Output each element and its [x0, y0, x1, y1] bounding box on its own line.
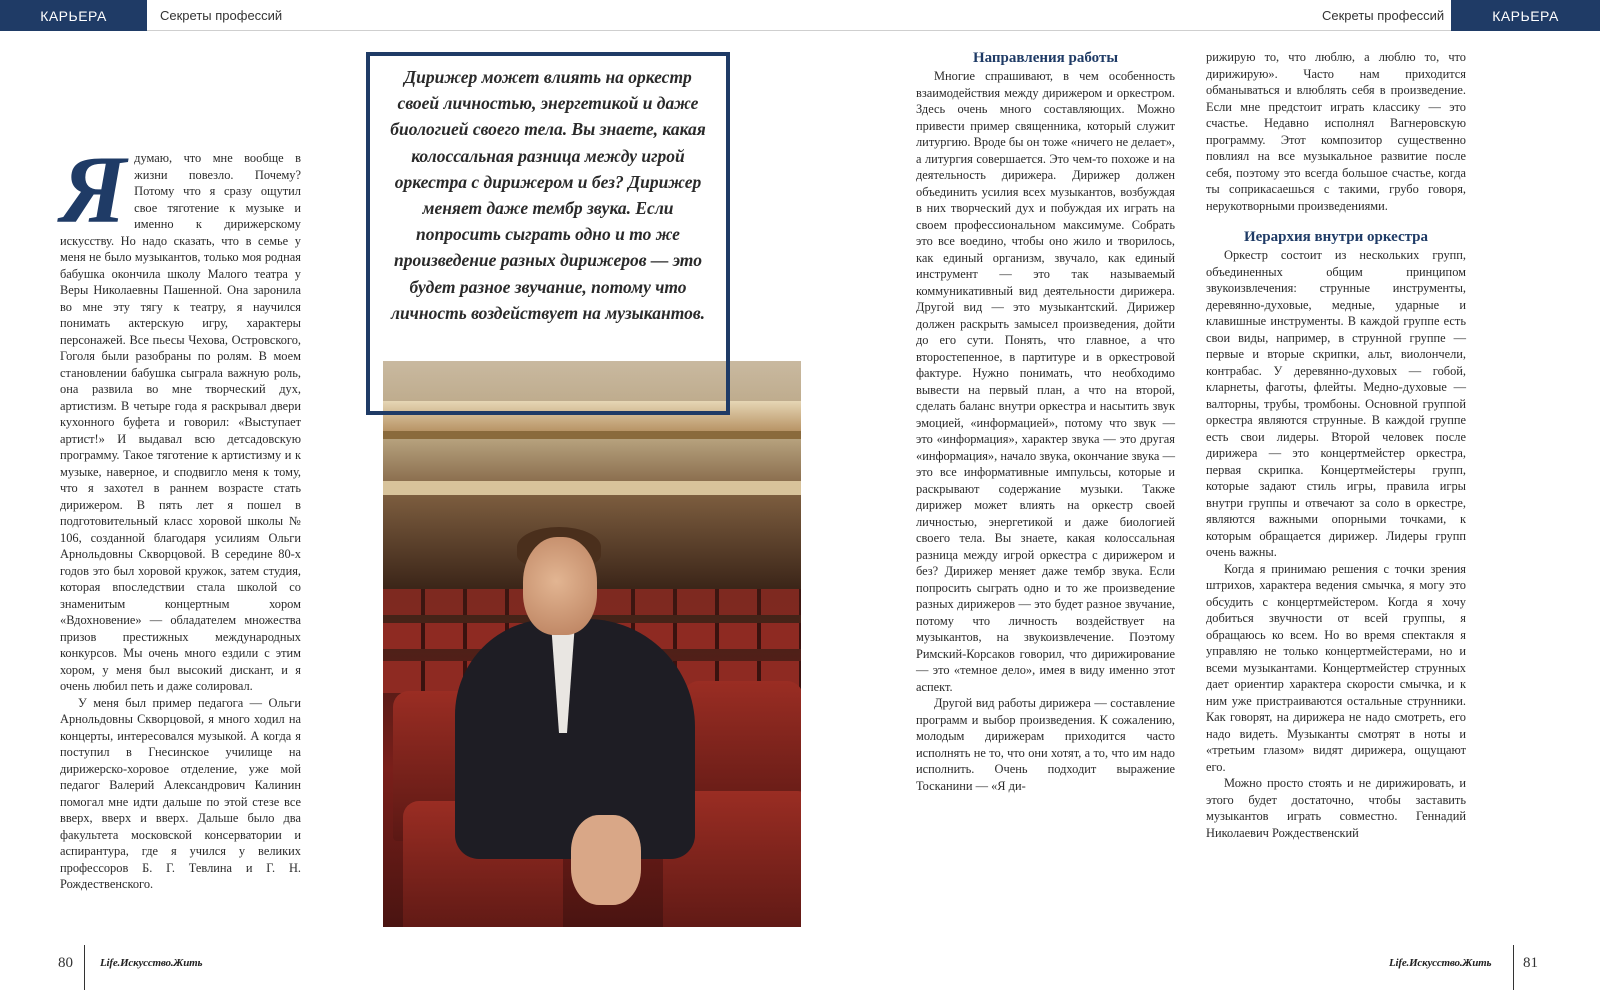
conductor-photo [383, 361, 801, 927]
body-paragraph: рижирую то, что люблю, а люблю то, что дирижирую». Часто нам приходится обманываться и влюблять себя в произведение. Если мне предстоит играть классику — это счастье. Недавно исполнял Вагнеровскую программу. Этот композитор существенно повлиял на все музыкальное развитие после себя, поэтому это всегда большое счастье, когда ты соприкасаешься с такими, грубо говоря, нерукотворными произведениями. [1206, 50, 1466, 213]
section-subtitle-right: Секреты профессий [1322, 8, 1445, 23]
middle-text-column [916, 49, 1175, 794]
conductor-hand [571, 815, 641, 905]
body-paragraph: У меня был пример педагога — Ольги Арнольдовны Скворцовой, я много ходил на концерты, интересовался музыкой. А когда я поступил в Гнесинское училище на дирижерско-хоровое отделение, уже мой педагог Валерий Александрович Калинин помогал мне идти дальше по этой стезе все вверх, вверх и вверх. Дальше было два факультета московской консерватории и аспирантура, где я учился у великих профессоров Б. Г. Тевлина и Г. Н. Рождественского. [60, 695, 301, 891]
conductor-figure [455, 619, 695, 859]
body-paragraph: думаю, что мне вообще в жизни повезло. Почему? Потому что я сразу ощутил свое тяготение к музыке и именно к дирижерскому искусству. Но надо сказать, что в семье у меня не было музыкантов, только моя родная бабушка окончила школу Малого театра у Веры Николаевны Пашенной. Она заронила во мне эту тягу к театру, я научился понимать актерскую игру, характеры персонажей. Все пьесы Чехова, Островского, Гоголя были разобраны по ролям. В моем становлении бабушка сыграла важную роль, она развила во мне творческий дух, артистизм. В четыре года я раскрывал двери кухонного буфета и говорил: «Выступает артист!» И выдавал всю детсадовскую программу. Такое тяготение к артистизму и к музыке, наверное, и сподвигло меня к тому, что я захотел в раннем возрасте стать дирижером. В пять лет я пошел в подготовительный класс хоровой школы № 106, созданной благодаря усилиям Ольги Арнольдовны Скворцовой. В середине 80-х годов это был хоровой кружок, затем студия, которая впоследствии стала школой со знаменитым концертным хором «Вдохновение» — обладателем множества призов престижных международных конкурсов. Мы очень много ездили с этим хором, у меня был высокий дискант, и я очень любил петь и даже солировал. [60, 151, 301, 693]
drop-cap: Я [60, 136, 127, 243]
magazine-logo-left: Life.Искусство.Жить [100, 957, 203, 969]
magazine-logo-right: Life.Искусство.Жить [1389, 957, 1492, 969]
header-rule-left [147, 30, 800, 31]
pull-quote: Дирижер может влиять на оркестр своей личностью, энергетикой и даже биологией своего тела. Вы знаете, какая колоссальная разница между игрой оркестра с дирижером и без? Дирижер меняет даже тембр звука. Если попросить сыграть одно и то же произведение разных дирижеров — это будет разное звучание, потому что личность воздействует на музыкантов. [390, 67, 706, 323]
page-number-right: 81 [1523, 955, 1538, 971]
page-number-left: 80 [58, 955, 73, 971]
theatre-balcony [383, 481, 801, 495]
body-paragraph: Оркестр состоит из нескольких групп, объединенных общим принципом звукоизвлечения: струнные инструменты, деревянно-духовые, медные, ударные и клавишные инструменты. В каждой группе есть свои виды, например, в струнной группе — первые и вторые скрипки, альт, виолончели, контрабас. У деревянно-духовых — гобой, кларнеты, фаготы, флейты. Медно-духовые — валторны, трубы, тромбоны. Основной группой оркестра являются струнные. В каждой группе есть свои лидеры. Второй человек после дирижера — это концертмейстер оркестра, первая скрипка. Концертмейстеры групп, которые задают стиль игры, правила игры внутри группы и отвечают за соло в оркестре, являются важными опорными точками, к которым обращается дирижер. Лидеры групп очень важны. [1206, 248, 1466, 559]
header-rule-right [800, 30, 1451, 31]
footer-divider-right [1513, 945, 1514, 990]
right-text-column [1206, 49, 1466, 841]
body-paragraph: Другой вид работы дирижера — составление программ и выбор произведения. К сожалению, молодым дирижерам приходится часто исполнять не то, что они хотят, а то, что им надо исполнить. Очень подходит выражение Тосканини — «Я ди- [916, 696, 1175, 793]
section-subtitle-left: Секреты профессий [160, 8, 283, 23]
section-tag-left: КАРЬЕРА [0, 0, 147, 31]
section-tag-right: КАРЬЕРА [1451, 0, 1600, 31]
theatre-balcony [383, 431, 801, 439]
body-paragraph: Когда я принимаю решения с точки зрения штрихов, характера ведения смычка, я могу это обсудить с концертмейстером. Когда я хочу добиться звучности от всей группы, я обращаюсь ко всем. Но во время спектакля я управляю не только концертмейстерами, но и всеми музыкантами. Концертмейстер струнных дает ориентир характера скорости смычка, и к ним уже пристраиваются остальные струнники. Как говорят, на дирижера не надо смотреть, его надо видеть. Музыканты смотрят в ноты и «третьим глазом» видят дирижера, ощущают его. [1206, 561, 1466, 774]
section-heading: Иерархия внутри оркестра [1243, 229, 1429, 245]
section-heading: Направления работы [972, 50, 1119, 66]
left-text-column [60, 136, 301, 893]
body-paragraph: Можно просто стоять и не дирижировать, и этого будет достаточно, чтобы заставить музыкантов играть совместно. Геннадий Николаевич Рождественский [1206, 776, 1466, 840]
footer-divider-left [84, 945, 85, 990]
conductor-face [523, 537, 597, 635]
body-paragraph: Многие спрашивают, в чем особенность взаимодействия между дирижером и оркестром. Здесь очень много составляющих. Можно привести пример священника, который служит литургию. Вроде бы он тоже «ничего не делает», а литургия совершается. Это чем-то похоже и на деятельность дирижера. Дирижер должен объединить усилия всех музыкантов, возбуждая в них творческий дух и побуждая их играть на своем профессиональном максимуме. Собрать это все воедино, чтобы оно жило и творилось, как единый организм, звучало, как единый инструмент — это так называемый коммуникативный вид деятельности дирижера. Другой вид — это музыкантский. Дирижер должен раскрыть замысел произведения, дойти до его сути. Понять, что главное, а что второстепенное, в партитуре и в оркестровой фактуре. Нужно понимать, что необходимо вывести на первый план, а что на второй, сделать баланс внутри оркестра и насытить звук эмоцией, «информацией», потому что звук — это «информация», характер звука — это другая «информация», начало звука, окончание звука — это все информативные импульсы, которые и раскрывают содержание музыки. Также дирижер может влиять на оркестр своей личностью, энергетикой и даже биологией своего тела. Вы знаете, какая колоссальная разница между игрой оркестра с дирижером и без? Дирижер меняет даже тембр звука. Если попросить сыграть одно и то же произведение разных дирижеров — это будет разное звучание, потому что личность воздействует на музыкантов, на звукоизвлечение. Поэтому Римский-Корсаков говорил, что дирижирование — это «темное дело», имея в виду именно этот аспект. [916, 69, 1175, 694]
